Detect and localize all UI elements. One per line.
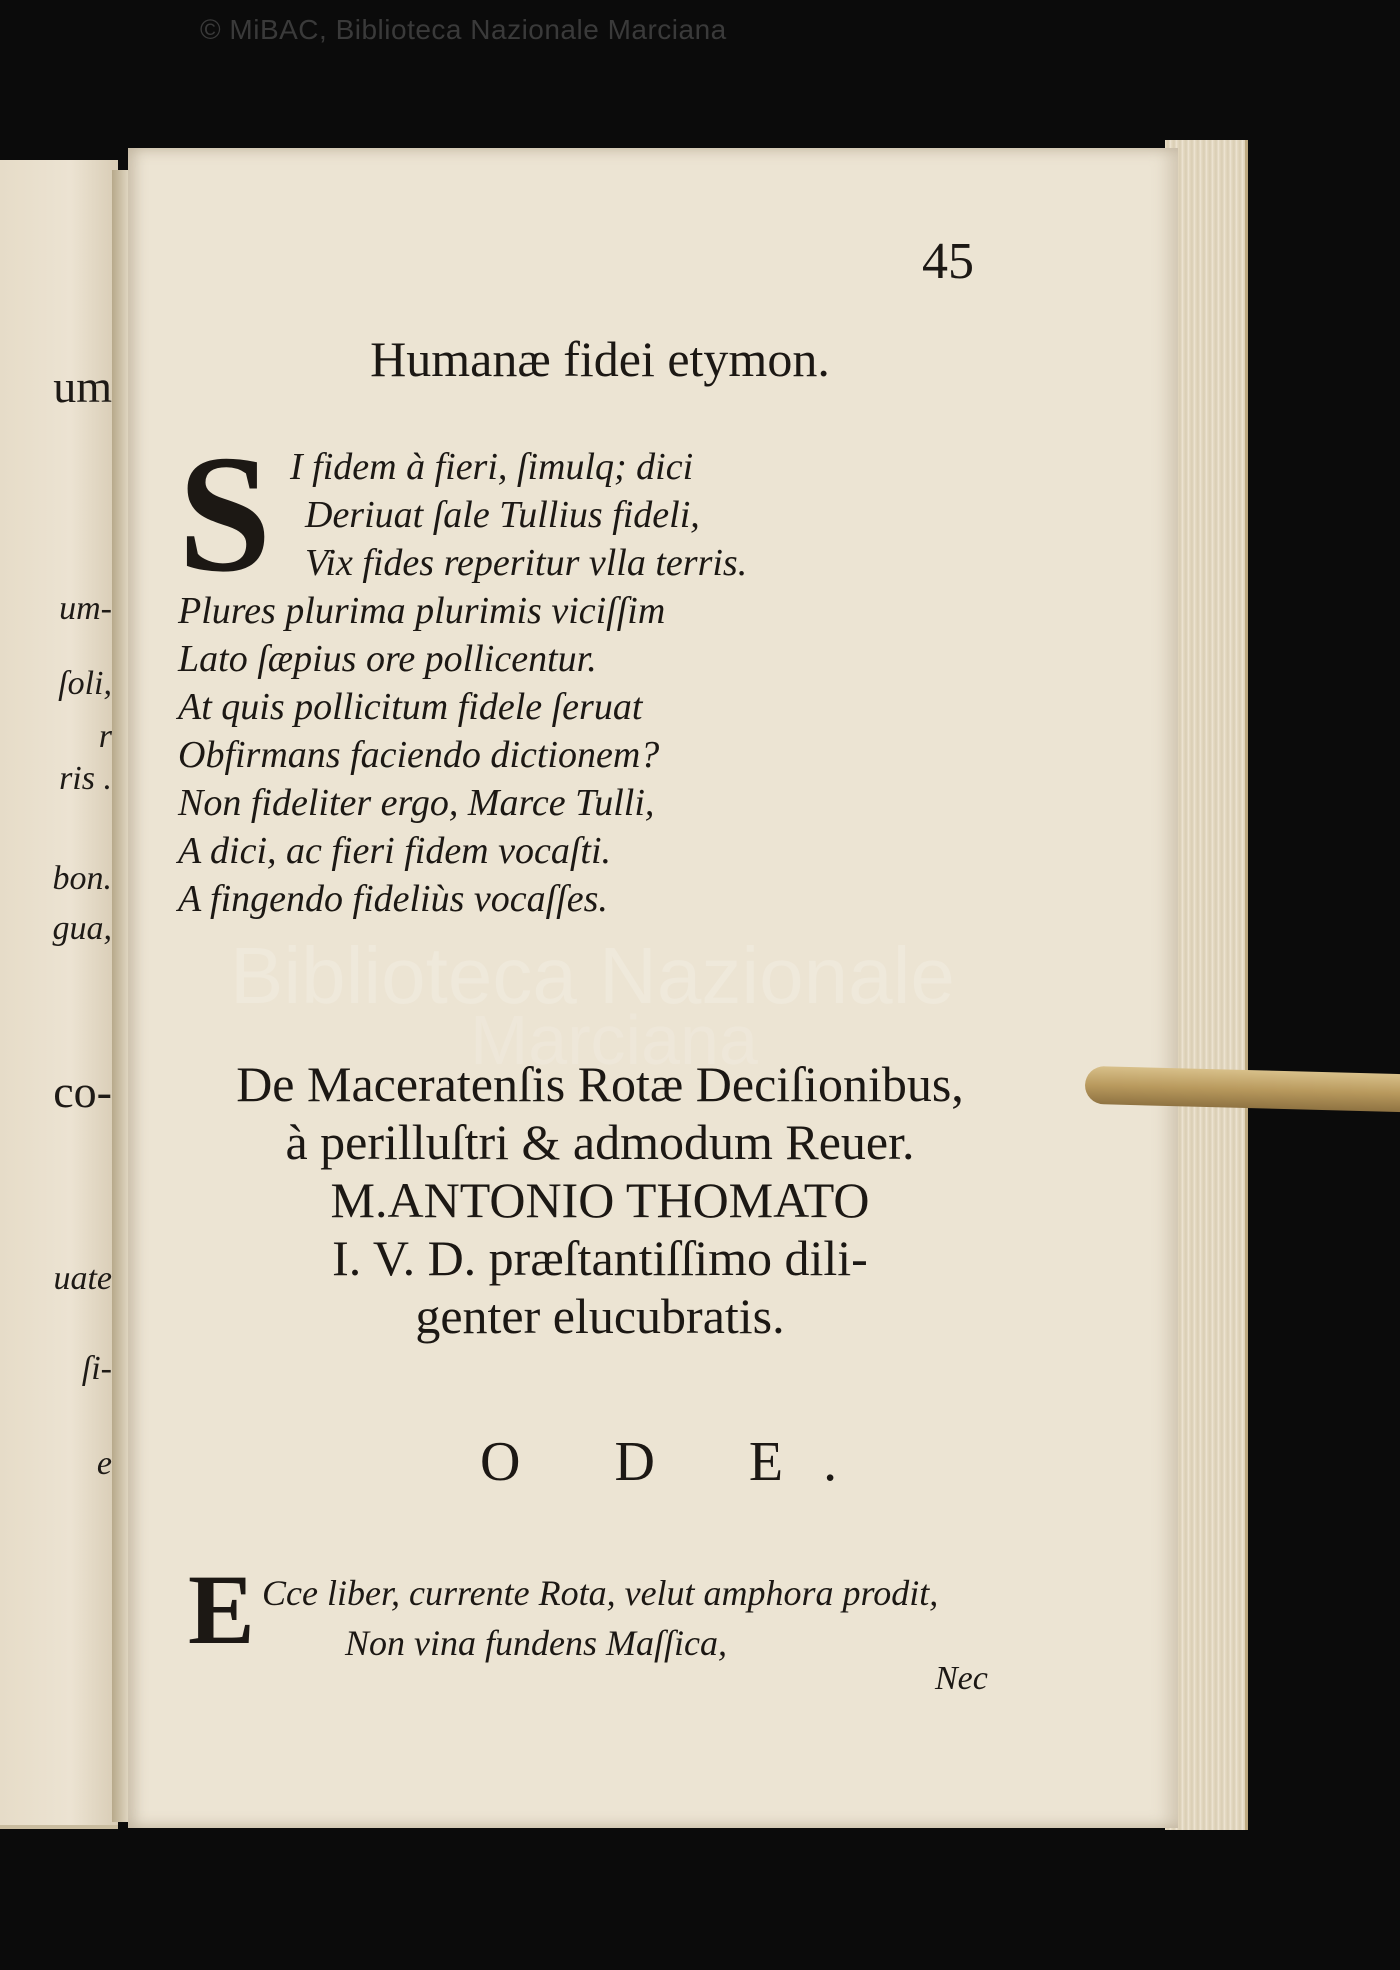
dedication-heading <box>160 1055 1040 1345</box>
heading-line: à perilluſtri & admodum Reuer. <box>285 1114 915 1170</box>
left-fragment: r <box>98 718 112 755</box>
left-fragment: e <box>96 1445 112 1482</box>
verse-line: Deriuat ſale Tullius fideli, <box>305 494 700 536</box>
left-page <box>0 160 118 1829</box>
poem-title: Humanæ fidei etymon. <box>370 331 830 387</box>
left-fragment: uate <box>53 1260 112 1297</box>
verse-line: Non vina fundens Maſſica, <box>345 1623 727 1663</box>
ode-title: O D E. <box>480 1431 878 1493</box>
left-fragment: um- <box>59 590 112 627</box>
verse-line: A dici, ac fieri fidem vocaſti. <box>178 830 612 872</box>
left-fragment: ſi- <box>81 1350 112 1387</box>
drop-cap: S <box>178 421 272 607</box>
catchword: Nec <box>935 1660 988 1697</box>
verse-line: Vix fides reperitur vlla terris. <box>305 542 748 584</box>
copyright-notice: © MiBAC, Biblioteca Nazionale Marciana <box>200 14 727 45</box>
heading-line: De Maceratenſis Rotæ Deciſionibus, <box>236 1056 964 1112</box>
verse-line: Plures plurima plurimis viciſſim <box>178 590 666 632</box>
left-fragment: ris . <box>59 760 112 797</box>
verse-line: Lato ſæpius ore pollicentur. <box>178 638 597 680</box>
left-fragment: bon. <box>52 860 112 897</box>
verse-line: Non fideliter ergo, Marce Tulli, <box>178 782 655 824</box>
verse-line: I fidem à fieri, ſimulq; dici <box>290 446 694 488</box>
verse-line: A fingendo fideliùs vocaſſes. <box>178 878 608 920</box>
left-fragment: gua, <box>52 910 112 947</box>
watermark: Marciana <box>470 1001 758 1079</box>
left-fragment: co- <box>53 1066 112 1117</box>
verse-line: Cce liber, currente Rota, velut amphora prodit, <box>262 1573 939 1613</box>
heading-line: I. V. D. præſtantiſſimo dili- <box>332 1230 868 1286</box>
heading-line: M.ANTONIO THOMATO <box>330 1172 870 1228</box>
page-number: 45 <box>922 233 974 290</box>
heading-line: genter elucubratis. <box>415 1288 785 1344</box>
drop-cap: E <box>188 1554 255 1665</box>
left-fragment: um <box>53 361 112 412</box>
verse-line: Obfirmans faciendo dictionem? <box>178 734 660 776</box>
left-fragment: ſoli, <box>58 665 112 702</box>
verse-line: At quis pollicitum fidele ſeruat <box>178 686 643 728</box>
watermark: Biblioteca Nazionale <box>230 931 955 1020</box>
